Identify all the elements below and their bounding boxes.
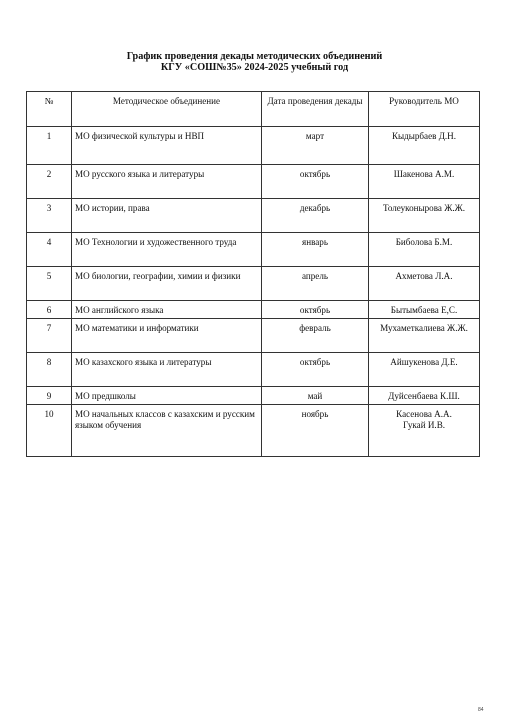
cell-leader: Толеуконырова Ж.Ж.	[369, 199, 480, 233]
cell-date: ноябрь	[262, 405, 369, 457]
table-row	[27, 165, 480, 199]
cell-date: январь	[262, 233, 369, 267]
table-row	[27, 353, 480, 387]
cell-number: 4	[27, 233, 72, 267]
table-header-row	[27, 92, 480, 127]
table-row	[27, 267, 480, 301]
cell-association: МО казахского языка и литературы	[72, 353, 262, 387]
cell-date: февраль	[262, 319, 369, 353]
cell-leader: Касенова А.А. Гукай И.В.	[369, 405, 480, 457]
document-title: График проведения декады методических объединений	[126, 51, 383, 62]
cell-date: октябрь	[262, 353, 369, 387]
cell-association: МО предшколы	[72, 387, 262, 405]
cell-number: 10	[27, 405, 72, 457]
cell-association: МО биологии, географии, химии и физики	[72, 267, 262, 301]
table-row	[27, 127, 480, 165]
cell-number: 7	[27, 319, 72, 353]
cell-association: МО истории, права	[72, 199, 262, 233]
cell-leader: Дуйсенбаева К.Ш.	[369, 387, 480, 405]
cell-date: март	[262, 127, 369, 165]
cell-leader: Ахметова Л.А.	[369, 267, 480, 301]
table-row	[27, 233, 480, 267]
table-row	[27, 387, 480, 405]
cell-association: МО русского языка и литературы	[72, 165, 262, 199]
cell-leader: Биболова Б.М.	[369, 233, 480, 267]
cell-number: 3	[27, 199, 72, 233]
table-row	[27, 405, 480, 457]
document-subtitle: КГУ «СОШ№35» 2024-2025 учебный год	[160, 62, 349, 73]
cell-leader: Бытымбаева Е,С.	[369, 301, 480, 319]
cell-number: 9	[27, 387, 72, 405]
cell-date: апрель	[262, 267, 369, 301]
header-leader: Руководитель МО	[369, 92, 480, 127]
cell-leader: Мухаметкалиева Ж.Ж.	[369, 319, 480, 353]
cell-association: МО физической культуры и НВП	[72, 127, 262, 165]
cell-leader: Шакенова А.М.	[369, 165, 480, 199]
cell-association: МО математики и информатики	[72, 319, 262, 353]
table-row	[27, 301, 480, 319]
table-row	[27, 199, 480, 233]
cell-number: 6	[27, 301, 72, 319]
cell-date: декабрь	[262, 199, 369, 233]
cell-number: 2	[27, 165, 72, 199]
header-date: Дата проведения декады	[262, 92, 369, 127]
table-row	[27, 319, 480, 353]
cell-leader: Айшукенова Д.Е.	[369, 353, 480, 387]
header-number: №	[27, 92, 72, 127]
cell-association: МО английского языка	[72, 301, 262, 319]
cell-number: 1	[27, 127, 72, 165]
cell-association: МО Технологии и художественного труда	[72, 233, 262, 267]
page-number: 84	[478, 707, 484, 713]
cell-date: октябрь	[262, 165, 369, 199]
schedule-table	[26, 91, 480, 457]
cell-association: МО начальных классов с казахским и русским языком обучения	[72, 405, 262, 457]
header-association: Методическое объединение	[72, 92, 262, 127]
cell-leader: Кыдырбаев Д.Н.	[369, 127, 480, 165]
cell-date: октябрь	[262, 301, 369, 319]
cell-number: 8	[27, 353, 72, 387]
cell-number: 5	[27, 267, 72, 301]
cell-date: май	[262, 387, 369, 405]
